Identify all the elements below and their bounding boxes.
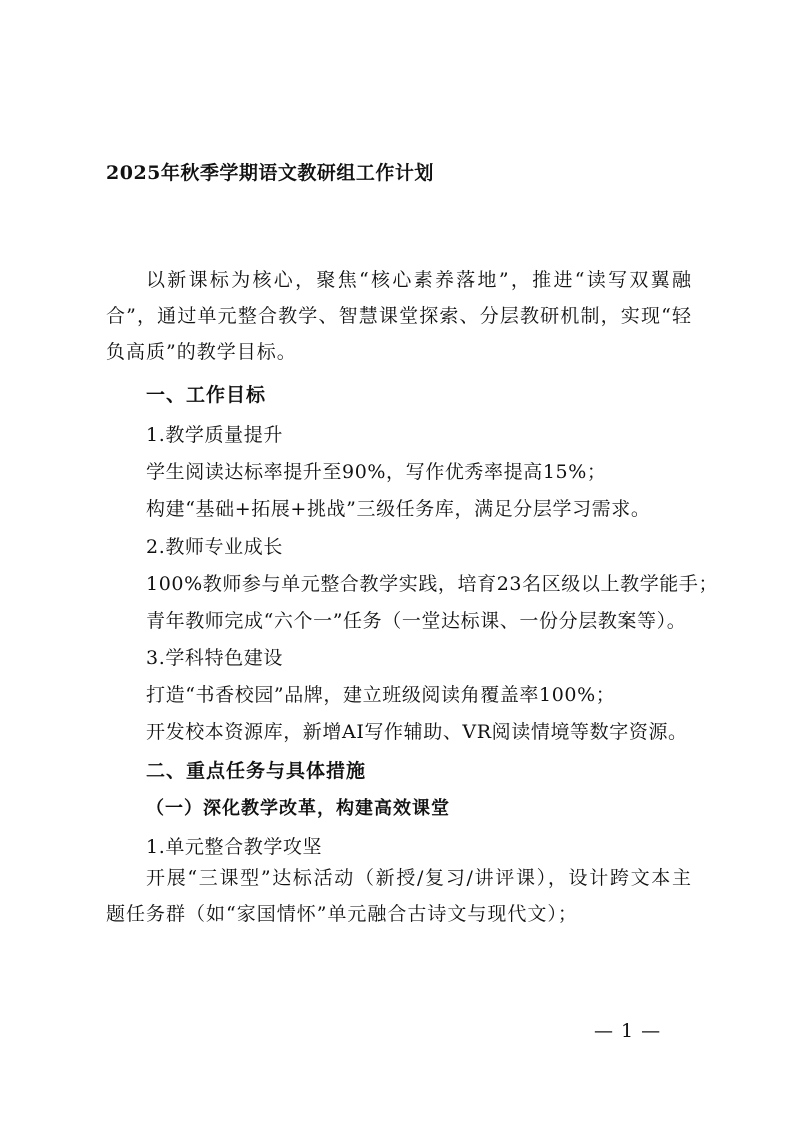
- section1-heading: 一、工作目标: [146, 384, 267, 406]
- goal-3-line-2: 开发校本资源库，新增AI写作辅助、VR阅读情境等数字资源。: [146, 721, 688, 743]
- section2-subheading: （一）深化教学改革，构建高效课堂: [146, 798, 450, 819]
- goal-1-line-2: 构建“基础+拓展+挑战”三级任务库，满足分层学习需求。: [146, 498, 651, 520]
- task-1-paragraph: 开展“三课型”达标活动（新授/复习/讲评课），设计跨文本主题任务群（如“家国情怀”单元融合古诗文与现代文）；: [106, 867, 692, 925]
- goal-2-line-1: 100%教师参与单元整合教学实践，培育23名区级以上教学能手；: [146, 573, 719, 595]
- section2-heading: 二、重点任务与具体措施: [146, 760, 367, 782]
- goal-2-line-2: 青年教师完成“六个一”任务（一堂达标课、一份分层教案等）。: [146, 610, 687, 632]
- goal-3-title: 3.学科特色建设: [146, 647, 283, 669]
- page-number: — 1 —: [594, 1020, 662, 1042]
- task-1-title: 1.单元整合教学攻坚: [146, 836, 323, 858]
- goal-3-line-1: 打造“书香校园”品牌，建立班级阅读角覆盖率100%；: [146, 684, 616, 706]
- intro-paragraph: 以新课标为核心，聚焦“核心素养落地”，推进“读写双翼融合”，通过单元整合教学、智慧课堂探索、分层教研机制，实现“轻负高质”的教学目标。: [106, 269, 692, 363]
- goal-1-line-1: 学生阅读达标率提升至90%，写作优秀率提高15%；: [146, 461, 607, 483]
- goal-2-title: 2.教师专业成长: [146, 536, 283, 558]
- document-title: 2025年秋季学期语文教研组工作计划: [106, 162, 434, 184]
- goal-1-title: 1.教学质量提升: [146, 424, 283, 446]
